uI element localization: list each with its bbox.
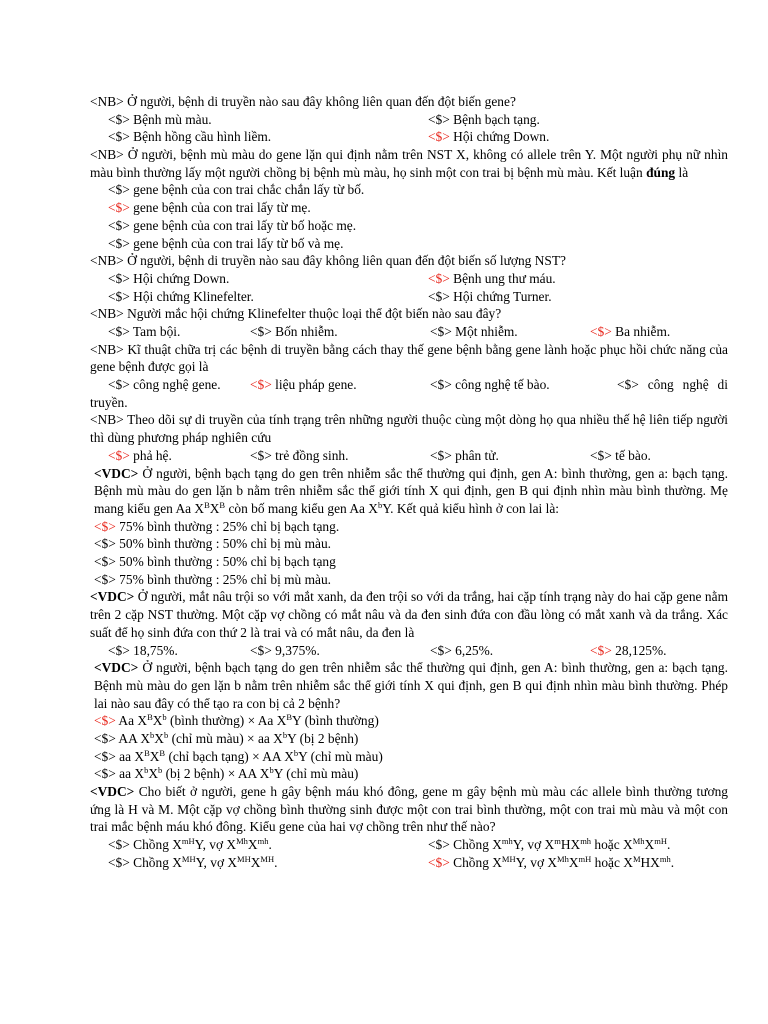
option-d: <$> gene bệnh của con trai lấy từ bố và mẹ. bbox=[108, 235, 344, 251]
answer-marker: <$> bbox=[108, 447, 130, 463]
option-row bbox=[90, 323, 728, 341]
option-b: <$> trẻ đồng sinh. bbox=[250, 447, 349, 463]
option-row bbox=[90, 836, 728, 854]
option-c: <$> công nghệ tế bào. bbox=[430, 377, 550, 393]
option-c: <$> aa $X^BX^B$ (chỉ bạch tạng) × AA $X^bY$ (chỉ mù màu) bbox=[94, 747, 383, 764]
option-b: <$> Bệnh bạch tạng. bbox=[428, 111, 540, 127]
option-d: <$> tế bào. bbox=[590, 447, 651, 463]
option-b: <$> 50% bình thường : 50% chỉ bị mù màu. bbox=[94, 536, 332, 552]
question-text: Ở người, bệnh di truyền nào sau đây không liên quan đến đột biến gene? bbox=[127, 94, 516, 109]
option-c: <$> phân tử. bbox=[430, 447, 499, 463]
answer-marker: <$> bbox=[428, 129, 450, 145]
option-d: <$> công nghệ di bbox=[617, 377, 728, 393]
option-c: <$> Chồng $X^{MH}Y$, vợ $X^{MH}X^{MH}$. bbox=[108, 853, 278, 870]
question-7: <VDC> Ở người, bệnh bạch tạng do gen trên nhiễm sắc thể thường qui định, gen A: bình thường, gen a: bạch tạng. Bệnh mù màu do gen lặn b nằm trên nhiễm sắc thể giới tính X qui định, gen B qui định nhìn màu bình thường. Mẹ mang kiểu gen Aa $X^BX^B$ còn bố mang kiểu gen Aa $X^bY$. Kết quả kiểu hình ở con lai là: bbox=[94, 465, 728, 516]
option-b: <$> Bốn nhiễm. bbox=[250, 323, 338, 339]
option-a: <$> 75% bình thường : 25% chỉ bị bạch tạng. bbox=[94, 518, 340, 534]
option-b: <$> gene bệnh của con trai lấy từ mẹ. bbox=[108, 200, 311, 216]
option-b: <$> 9,375%. bbox=[250, 642, 320, 658]
answer-marker: <$> bbox=[428, 270, 450, 286]
answer-marker: <$> bbox=[590, 642, 612, 658]
option-d-continued: truyền. bbox=[90, 394, 128, 410]
question-2: <NB> Ở người, bệnh mù màu do gene lặn qui định nằm trên NST X, không có allele trên Y. Một người phụ nữ nhìn màu bình thường lấy một người chồng bị bệnh mù màu, họ sinh một con trai bị bệnh mù màu. Kết luận đúng là bbox=[90, 147, 728, 180]
option-b: <$> Bệnh ung thư máu. bbox=[428, 270, 556, 286]
option-a: <$> 18,75%. bbox=[108, 642, 178, 658]
option-row bbox=[90, 642, 728, 660]
option-c: <$> Hội chứng Klinefelter. bbox=[108, 288, 254, 304]
question-4: <NB> Người mắc hội chứng Klinefelter thuộc loại thể đột biến nào sau đây? bbox=[90, 306, 502, 322]
option-b: <$> AA $X^bX^b$ (chỉ mù màu) × aa $X^bY$ (bị 2 bệnh) bbox=[94, 729, 359, 746]
answer-marker: <$> bbox=[590, 323, 612, 339]
option-a: <$> Chồng $X^{mH}Y$, vợ $X^{Mh}X^{mh}$. bbox=[108, 836, 272, 853]
option-a: <$> phả hệ. bbox=[108, 447, 172, 463]
option-a: <$> Aa $X^BX^b$ (bình thường) × Aa $X^BY$ (bình thường) bbox=[94, 712, 379, 729]
option-c: <$> gene bệnh của con trai lấy từ bố hoặc mẹ. bbox=[108, 217, 357, 233]
option-c: <$> Bệnh hồng cầu hình liềm. bbox=[108, 129, 272, 145]
answer-marker: <$> bbox=[108, 200, 130, 216]
bold-word: đúng bbox=[646, 164, 676, 180]
document-page bbox=[90, 93, 728, 872]
question-5: <NB> Kĩ thuật chữa trị các bệnh di truyền bằng cách thay thế gene bệnh bằng gene lành hoặc phục hồi chức năng của gene bệnh được gọi là bbox=[90, 341, 728, 375]
option-row bbox=[90, 288, 728, 306]
option-row bbox=[90, 111, 728, 129]
answer-marker: <$> bbox=[94, 518, 116, 534]
option-c: <$> 50% bình thường : 50% chỉ bị bạch tạng bbox=[94, 554, 336, 570]
question-6: <NB> Theo dõi sự di truyền của tính trạng trên những người thuộc cùng một dòng họ qua nhiều thế hệ liên tiếp người thì dùng phương pháp nghiên cứu bbox=[90, 412, 728, 446]
option-d: <$> Chồng $X^{MH}Y$, vợ $X^{Mh}X^{mH}$ hoặc $X^MHX^{mh}$. bbox=[428, 853, 675, 870]
answer-marker: <$> bbox=[94, 713, 116, 729]
option-b: <$> Chồng $X^{mh}Y$, vợ $X^mHX^{mh}$ hoặc $X^{Mh}X^{mH}$. bbox=[428, 836, 671, 853]
option-a: <$> công nghệ gene. bbox=[108, 377, 221, 393]
option-d: <$> aa $X^bX^b$ (bị 2 bệnh) × AA $X^bY$ (chỉ mù màu) bbox=[94, 765, 359, 782]
option-d: <$> 28,125%. bbox=[590, 642, 667, 658]
option-d: <$> Ba nhiễm. bbox=[590, 323, 671, 339]
option-row bbox=[90, 128, 728, 146]
option-row bbox=[90, 447, 728, 465]
option-a: <$> gene bệnh của con trai chắc chắn lấy từ bố. bbox=[108, 182, 365, 198]
option-row bbox=[90, 854, 728, 872]
option-a: <$> Tam bội. bbox=[108, 323, 181, 339]
answer-marker: <$> bbox=[250, 377, 272, 393]
question-8: <VDC> Ở người, mắt nâu trội so với mắt xanh, da đen trội so với da trắng, hai cặp tính trạng này do hai cặp gene nằm trên 2 cặp NST thường. Một cặp vợ chồng có mắt nâu và da đen sinh đứa con đầu lòng có mắt xanh và da trắng. Xác suất để họ sinh đứa con thứ 2 là trai và có mắt nâu, da đen là bbox=[90, 589, 728, 640]
answer-marker: <$> bbox=[428, 854, 450, 870]
vdc-tag: <VDC> bbox=[94, 465, 139, 481]
option-row bbox=[90, 270, 728, 288]
option-d: <$> Hội chứng Down. bbox=[428, 129, 550, 145]
option-a: <$> Hội chứng Down. bbox=[108, 270, 230, 286]
question-3: <NB> Ở người, bệnh di truyền nào sau đây không liên quan đến đột biến số lượng NST? bbox=[90, 253, 566, 269]
question-1 bbox=[90, 93, 728, 111]
option-d: <$> Hội chứng Turner. bbox=[428, 288, 552, 304]
option-row bbox=[90, 376, 728, 394]
nb-tag: <NB> bbox=[90, 94, 124, 109]
option-d: <$> 75% bình thường : 25% chỉ bị mù màu. bbox=[94, 571, 332, 587]
option-b: <$> liệu pháp gene. bbox=[250, 377, 357, 393]
option-c: <$> 6,25%. bbox=[430, 642, 494, 658]
question-9: <VDC> Ở người, bệnh bạch tạng do gen trên nhiễm sắc thể thường qui định, gen A: bình thường, gen a: bạch tạng. Bệnh mù màu do gen lặn b nằm trên nhiễm sắc thể giới tính X qui định, gen B qui định nhìn màu bình thường. Phép lai nào sau đây có thể tạo ra con bị cả 2 bệnh? bbox=[94, 660, 728, 711]
question-10: <VDC> Cho biết ở người, gene h gây bệnh máu khó đông, gene m gây bệnh mù màu các allele bình thường tương ứng là H và M. Một cặp vợ chồng bình thường sinh được một con trai bình thường, một con trai mù màu và một con trai mắc bệnh máu khó đông. Kiểu gene của hai vợ chồng trên như thế nào? bbox=[90, 784, 728, 835]
option-c: <$> Một nhiễm. bbox=[430, 323, 518, 339]
option-a: <$> Bệnh mù màu. bbox=[108, 111, 212, 127]
